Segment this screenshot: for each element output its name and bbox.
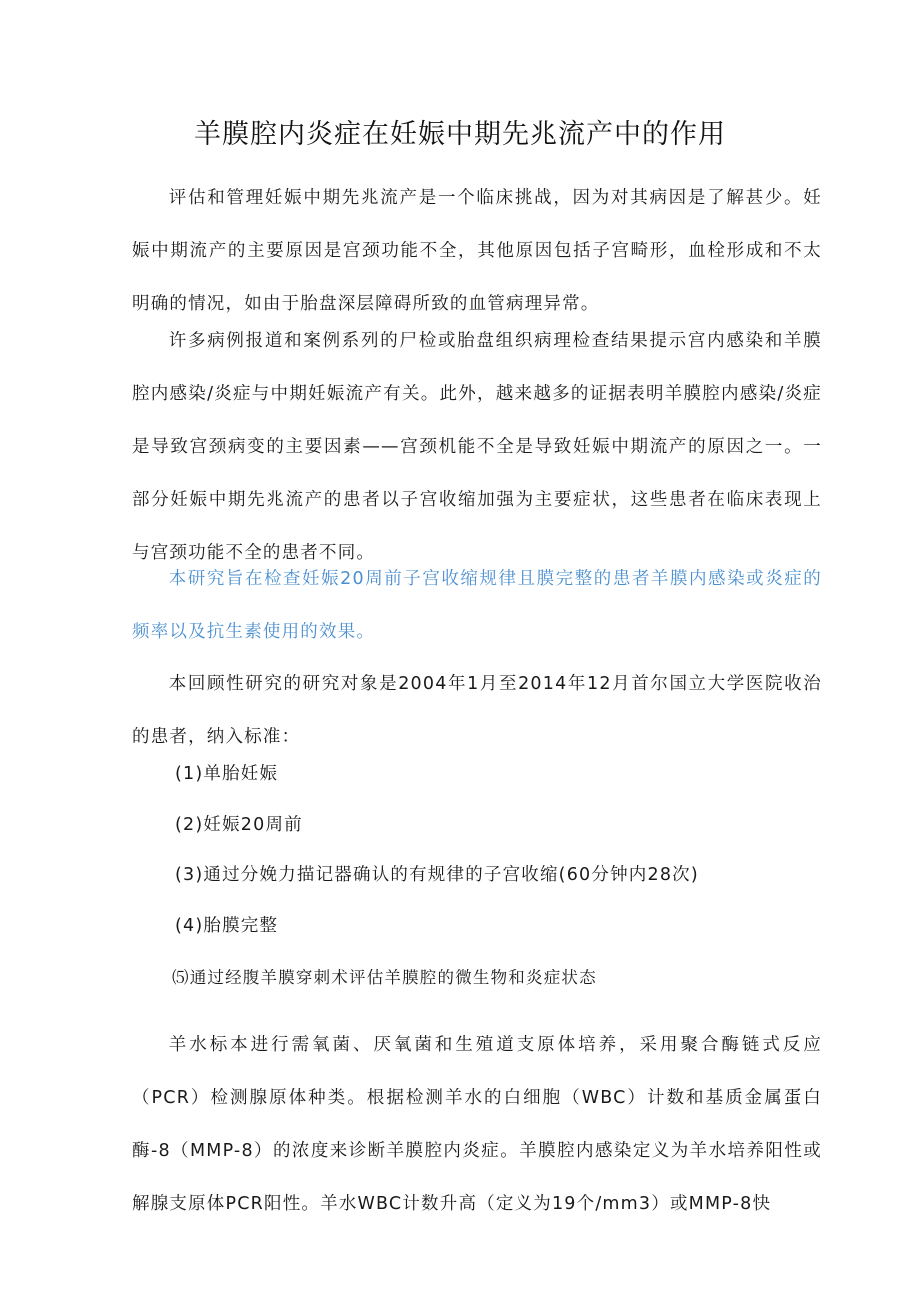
page-title: 羊膜腔内炎症在妊娠中期先兆流产中的作用 [194,119,726,150]
paragraph-methods: 本回顾性研究的研究对象是2004年1月至2014年12月首尔国立大学医院收治的患者，纳入标准： [132,674,822,747]
criteria-item: (4)胎膜完整 [175,916,279,936]
criteria-item: (1)单胎妊娠 [175,764,279,784]
criteria-item: ⑸通过经腹羊膜穿刺术评估羊膜腔的微生物和炎症状态 [172,968,597,987]
criteria-item: (2)妊娠20周前 [175,815,303,835]
criteria-item: (3)通过分娩力描记器确认的有规律的子宫收缩(60分钟内28次) [175,865,699,885]
paragraph-objective: 本研究旨在检查妊娠20周前子宫收缩规律且膜完整的患者羊膜内感染或炎症的频率以及抗生素使用的效果。 [132,569,822,642]
paragraph-intro: 评估和管理妊娠中期先兆流产是一个临床挑战，因为对其病因是了解甚少。妊娠中期流产的主要原因是宫颈功能不全，其他原因包括子宫畸形，血栓形成和不太明确的情况，如由于胎盘深层障碍所致的血管病理异常。 [132,188,822,314]
paragraph-background: 许多病例报道和案例系列的尸检或胎盘组织病理检查结果提示宫内感染和羊膜腔内感染/炎症与中期妊娠流产有关。此外，越来越多的证据表明羊膜腔内感染/炎症是导致宫颈病变的主要因素——宫颈机能不全是导致妊娠中期流产的原因之一。一部分妊娠中期先兆流产的患者以子宫收缩加强为主要症状，这些患者在临床表现上与宫颈功能不全的患者不同。 [132,331,822,563]
paragraph-lab-methods: 羊水标本进行需氧菌、厌氧菌和生殖道支原体培养，采用聚合酶链式反应（PCR）检测腺原体种类。根据检测羊水的白细胞（WBC）计数和基质金属蛋白酶-8（MMP-8）的浓度来诊断羊膜腔内炎症。羊膜腔内感染定义为羊水培养阳性或解腺支原体PCR阳性。羊水WBC计数升高（定义为19个/mm3）或MMP-8快 [132,1035,822,1214]
